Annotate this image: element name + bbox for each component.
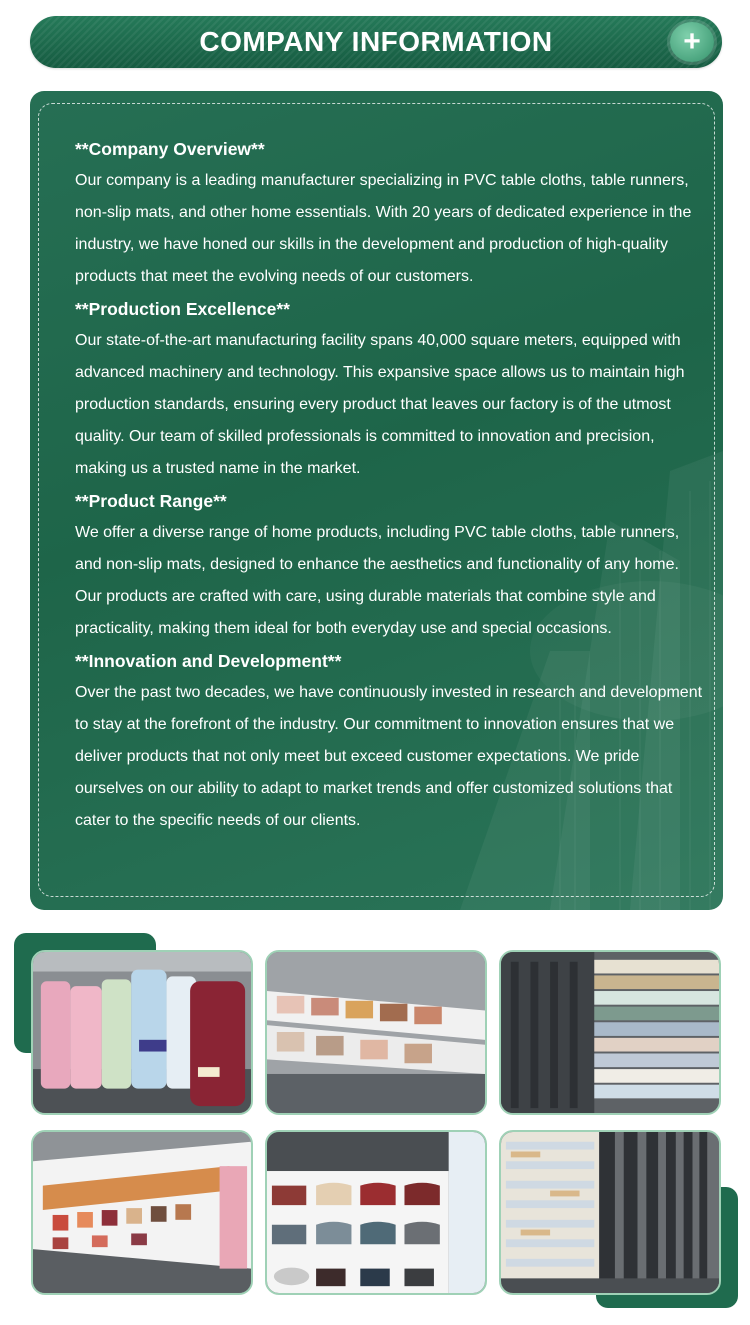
section-heading-company-overview: **Company Overview** [75,139,265,159]
gallery-photo-showroom-aisle[interactable] [31,1130,253,1295]
gallery-photo-product-rolls[interactable] [31,950,253,1115]
gallery-photo-tablecloth-rack[interactable] [499,950,721,1115]
gallery-photo-mat-display[interactable] [265,950,487,1115]
product-rolls-image [33,952,251,1113]
page-title: COMPANY INFORMATION [199,26,553,57]
section-heading-production-excellence: **Production Excellence** [75,299,290,319]
tablecloth-rack-image [501,952,719,1113]
company-info-panel [30,91,723,910]
company-info-text [75,133,705,837]
gallery-photo-roll-storage[interactable] [499,1130,721,1295]
mat-display-image [267,952,485,1113]
title-banner [30,16,722,68]
plus-icon[interactable]: + [670,22,714,62]
section-heading-innovation-development: **Innovation and Development** [75,651,342,671]
section-heading-product-range: **Product Range** [75,491,227,511]
gallery-photo-placemat-samples[interactable] [265,1130,487,1295]
section-body-production-excellence: Our state-of-the-art manufacturing facility spans 40,000 square meters, equipped with advanced machinery and technology. This expansive space allows us to maintain high production standards, ensuring every product that leaves our factory is of the utmost quality. Our team of skilled professionals is committed to innovation and precision, making us a trusted name in the market. [75,332,685,477]
section-body-product-range: We offer a diverse range of home products, including PVC table cloths, table runners, and non-slip mats, designed to enhance the aesthetics and functionality of any home. Our products are crafted with care, using durable materials that combine style and practicality, making them ideal for both everyday use and special occasions. [75,524,680,637]
roll-storage-image [501,1132,719,1293]
section-body-company-overview: Our company is a leading manufacturer specializing in PVC table cloths, table runners, non-slip mats, and other home essentials. With 20 years of dedicated experience in the industry, we have honed our skills in the development and production of high-quality products that meet the evolving needs of our customers. [75,172,692,285]
placemat-samples-image [267,1132,485,1293]
showroom-aisle-image [33,1132,251,1293]
section-body-innovation-development: Over the past two decades, we have continuously invested in research and development to stay at the forefront of the industry. Our commitment to innovation ensures that we deliver products that not only meet but exceed customer expectations. We pride ourselves on our ability to adapt to market trends and offer customized solutions that cater to the specific needs of our clients. [75,684,703,829]
